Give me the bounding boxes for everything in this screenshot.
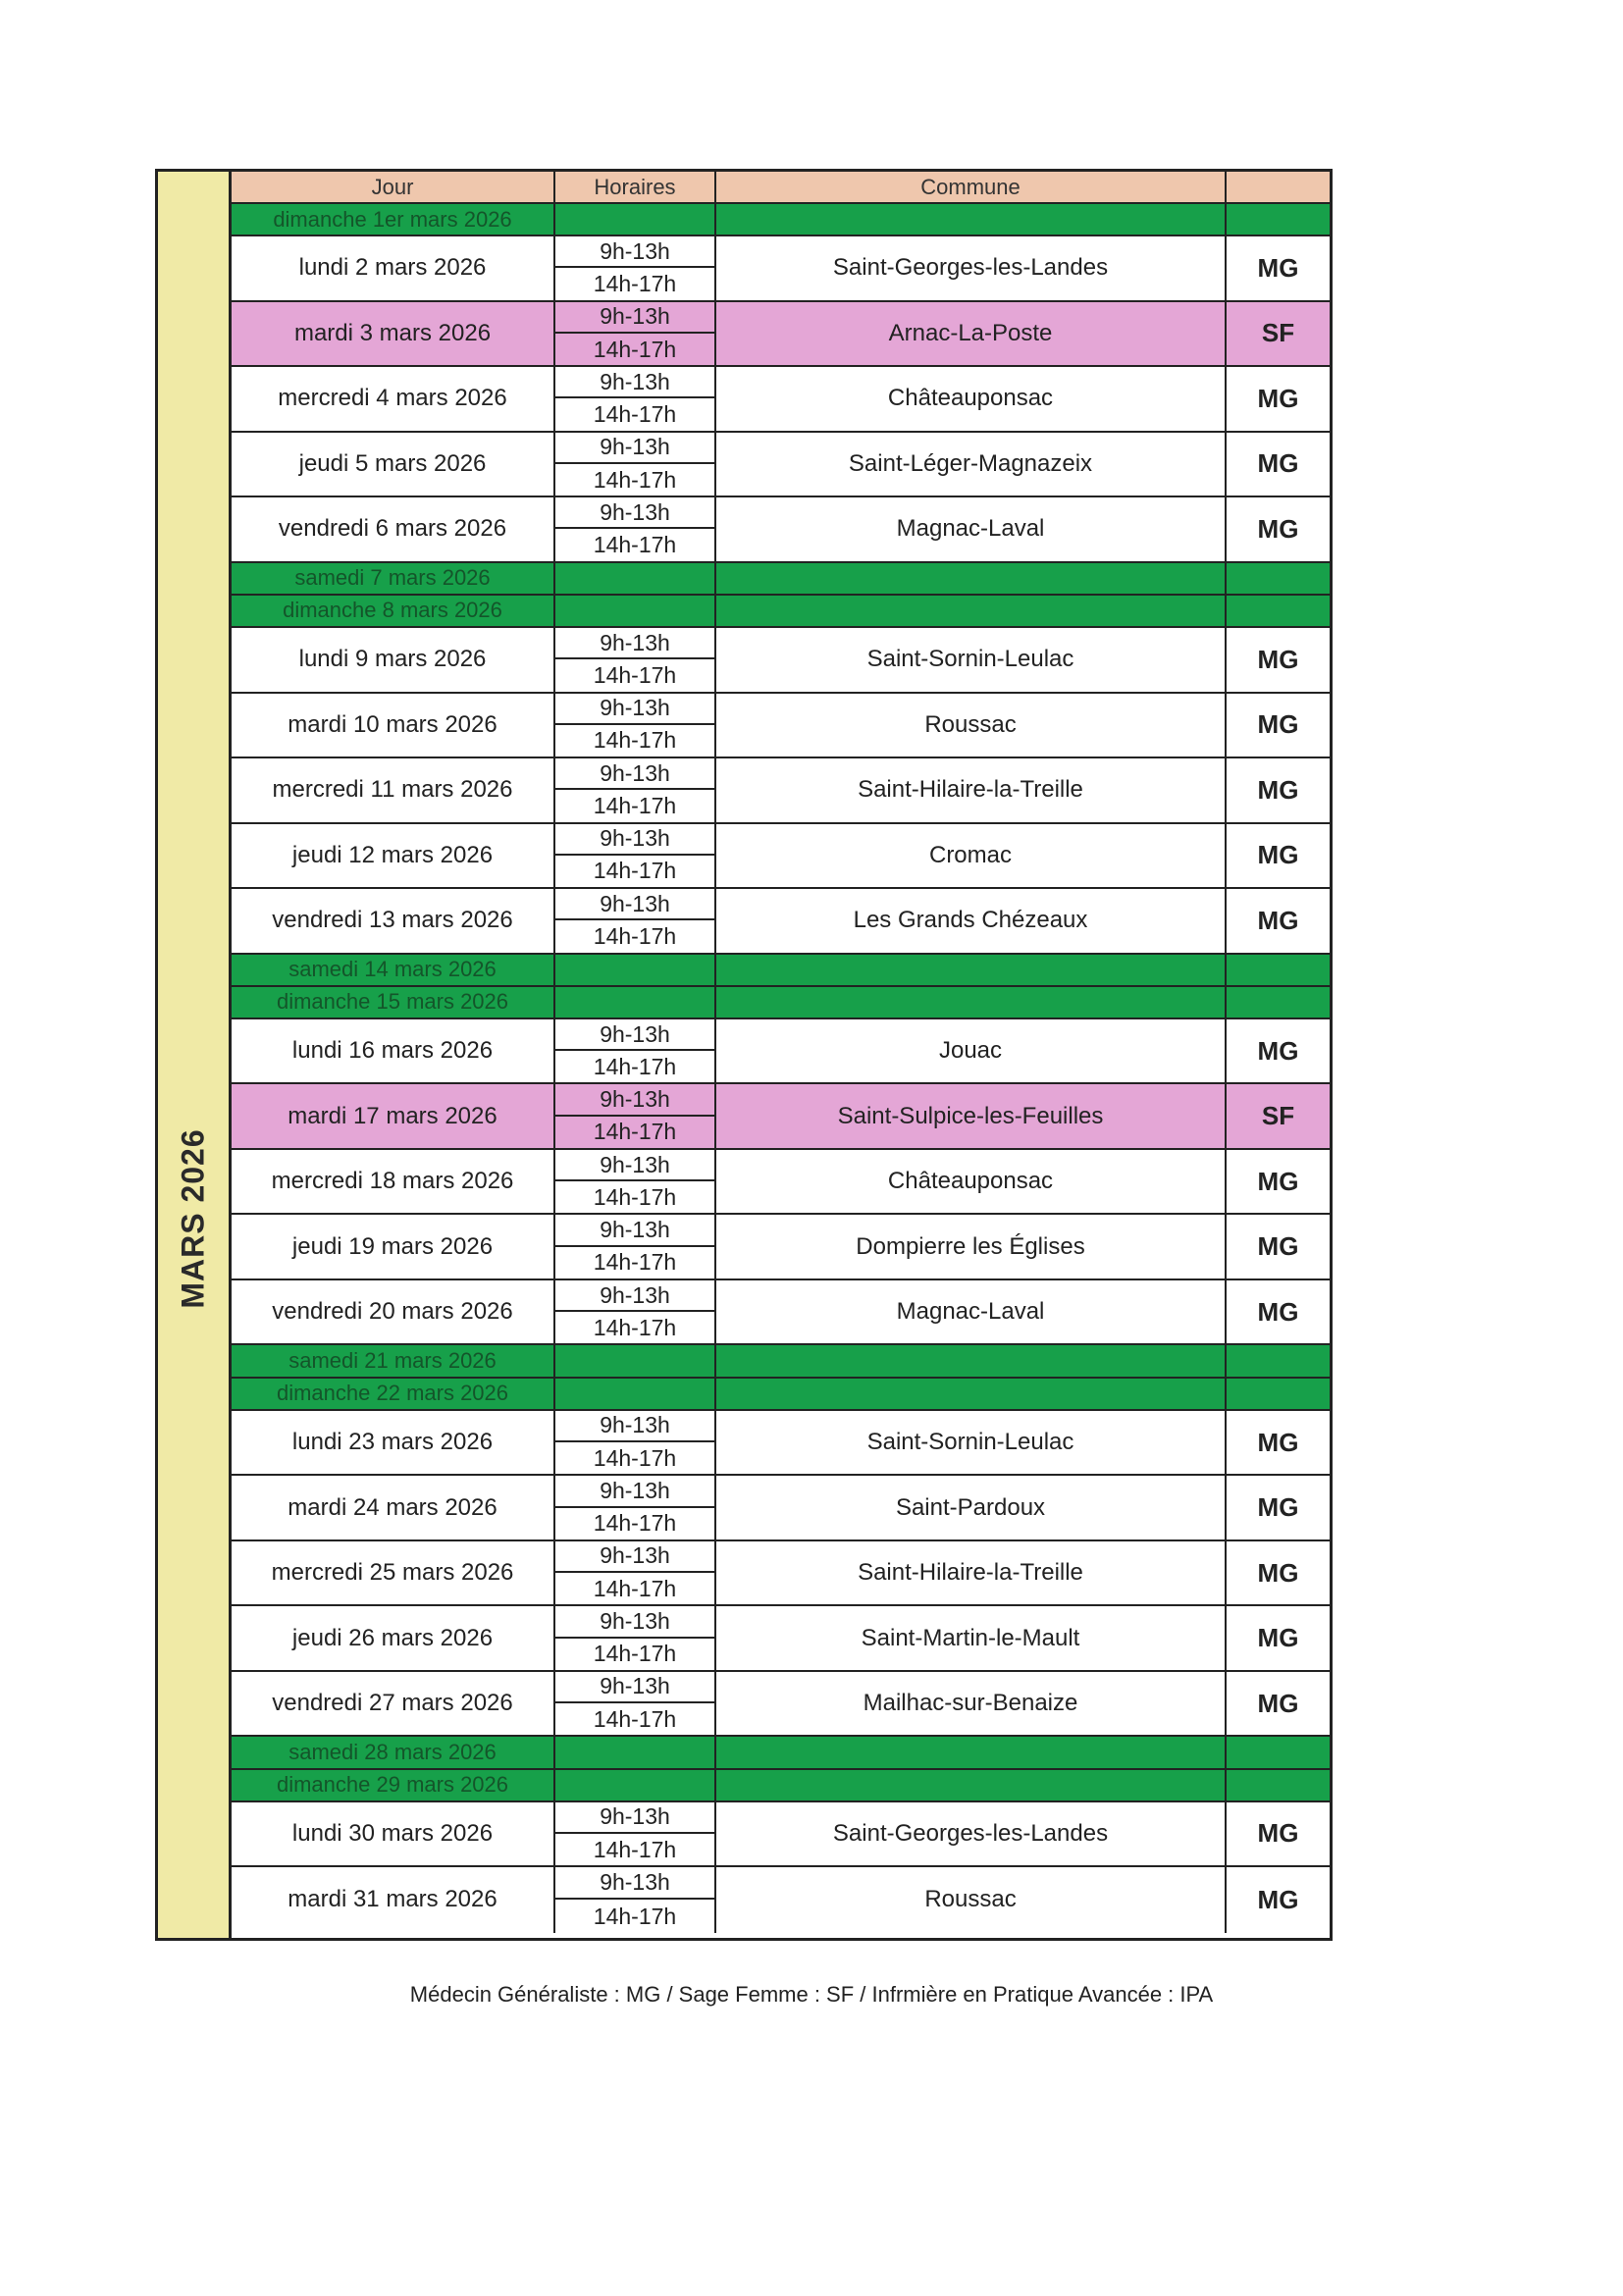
day-label: dimanche 29 mars 2026 xyxy=(232,1770,555,1800)
day-label: samedi 28 mars 2026 xyxy=(232,1737,555,1767)
type-badge: MG xyxy=(1257,1818,1299,1849)
header-jour: Jour xyxy=(232,172,555,202)
morning-slot: 9h-13h xyxy=(555,1867,714,1900)
day-label: vendredi 27 mars 2026 xyxy=(232,1672,555,1736)
afternoon-slot: 14h-17h xyxy=(593,271,677,297)
hours-cell xyxy=(555,1215,716,1278)
hours-cell xyxy=(555,497,716,561)
hours-cell xyxy=(555,204,716,235)
hours-cell xyxy=(555,1606,716,1670)
type-badge: MG xyxy=(1257,448,1299,479)
hours-cell xyxy=(555,694,716,757)
day-row xyxy=(232,1084,1330,1150)
type-cell xyxy=(1227,563,1330,594)
hours-cell xyxy=(555,367,716,431)
hours-cell xyxy=(555,1150,716,1214)
morning-slot: 9h-13h xyxy=(555,1215,714,1246)
commune-cell: Saint-Georges-les-Landes xyxy=(716,236,1227,300)
hours-cell xyxy=(555,1541,716,1605)
hours-cell xyxy=(555,955,716,985)
day-label: mercredi 25 mars 2026 xyxy=(232,1541,555,1605)
hours-cell xyxy=(555,987,716,1018)
day-row xyxy=(232,1019,1330,1085)
commune-cell: Châteauponsac xyxy=(716,367,1227,431)
hours-cell xyxy=(555,1379,716,1409)
day-row xyxy=(232,694,1330,759)
commune-cell xyxy=(716,596,1227,626)
afternoon-slot: 14h-17h xyxy=(593,1444,677,1471)
type-badge: MG xyxy=(1257,1427,1299,1457)
day-row xyxy=(232,236,1330,302)
day-label: vendredi 6 mars 2026 xyxy=(232,497,555,561)
commune-cell: Saint-Martin-le-Mault xyxy=(716,1606,1227,1670)
type-cell xyxy=(1227,1770,1330,1800)
hours-cell xyxy=(555,1280,716,1344)
hours-cell xyxy=(555,889,716,953)
weekend-row xyxy=(232,563,1330,596)
day-label: jeudi 5 mars 2026 xyxy=(232,433,555,496)
day-label: dimanche 15 mars 2026 xyxy=(232,987,555,1018)
afternoon-slot: 14h-17h xyxy=(593,1641,677,1667)
day-label: vendredi 13 mars 2026 xyxy=(232,889,555,953)
hours-cell xyxy=(555,1084,716,1148)
commune-cell: Dompierre les Églises xyxy=(716,1215,1227,1278)
type-badge: MG xyxy=(1257,1296,1299,1327)
commune-cell: Saint-Pardoux xyxy=(716,1476,1227,1539)
type-badge: MG xyxy=(1257,1688,1299,1718)
type-badge: MG xyxy=(1257,1492,1299,1523)
hours-cell xyxy=(555,1476,716,1539)
type-badge: MG xyxy=(1257,1231,1299,1262)
afternoon-slot: 14h-17h xyxy=(593,1575,677,1601)
type-badge: MG xyxy=(1257,1166,1299,1196)
afternoon-slot: 14h-17h xyxy=(593,1053,677,1079)
hours-cell xyxy=(555,824,716,888)
commune-cell: Saint-Sornin-Leulac xyxy=(716,628,1227,692)
day-label: jeudi 19 mars 2026 xyxy=(232,1215,555,1278)
type-cell xyxy=(1227,204,1330,235)
hours-cell xyxy=(555,596,716,626)
afternoon-slot: 14h-17h xyxy=(593,1314,677,1340)
afternoon-slot: 14h-17h xyxy=(593,1510,677,1537)
morning-slot: 9h-13h xyxy=(555,1280,714,1312)
commune-cell: Saint-Hilaire-la-Treille xyxy=(716,758,1227,822)
afternoon-slot: 14h-17h xyxy=(593,336,677,362)
morning-slot: 9h-13h xyxy=(555,1802,714,1834)
day-label: mercredi 18 mars 2026 xyxy=(232,1150,555,1214)
commune-cell xyxy=(716,987,1227,1018)
morning-slot: 9h-13h xyxy=(555,889,714,920)
legend: Médecin Généraliste : MG / Sage Femme : SF / Infrmière en Pratique Avancée : IPA xyxy=(409,1982,1214,2007)
hours-cell xyxy=(555,433,716,496)
morning-slot: 9h-13h xyxy=(555,1606,714,1638)
afternoon-slot: 14h-17h xyxy=(593,792,677,818)
day-row xyxy=(232,628,1330,694)
morning-slot: 9h-13h xyxy=(555,1672,714,1703)
type-badge: MG xyxy=(1257,709,1299,740)
month-sidebar xyxy=(158,172,232,1938)
afternoon-slot: 14h-17h xyxy=(593,1183,677,1210)
morning-slot: 9h-13h xyxy=(555,758,714,790)
weekend-row xyxy=(232,1379,1330,1411)
day-label: vendredi 20 mars 2026 xyxy=(232,1280,555,1344)
type-badge: MG xyxy=(1257,905,1299,935)
header-commune: Commune xyxy=(716,172,1227,202)
commune-cell: Roussac xyxy=(716,1867,1227,1933)
morning-slot: 9h-13h xyxy=(555,1084,714,1116)
commune-cell: Saint-Sornin-Leulac xyxy=(716,1411,1227,1475)
day-label: mardi 17 mars 2026 xyxy=(232,1084,555,1148)
type-badge: MG xyxy=(1257,1035,1299,1066)
type-cell xyxy=(1227,987,1330,1018)
day-row xyxy=(232,1150,1330,1216)
day-row xyxy=(232,758,1330,824)
commune-cell: Magnac-Laval xyxy=(716,1280,1227,1344)
hours-cell xyxy=(555,1770,716,1800)
morning-slot: 9h-13h xyxy=(555,433,714,464)
type-cell xyxy=(1227,955,1330,985)
afternoon-slot: 14h-17h xyxy=(593,727,677,754)
afternoon-slot: 14h-17h xyxy=(593,661,677,688)
morning-slot: 9h-13h xyxy=(555,1411,714,1442)
day-label: samedi 7 mars 2026 xyxy=(232,563,555,594)
weekend-row xyxy=(232,1770,1330,1802)
day-label: jeudi 26 mars 2026 xyxy=(232,1606,555,1670)
day-label: mardi 31 mars 2026 xyxy=(232,1867,555,1933)
day-row xyxy=(232,824,1330,890)
commune-cell: Magnac-Laval xyxy=(716,497,1227,561)
day-label: dimanche 8 mars 2026 xyxy=(232,596,555,626)
day-row xyxy=(232,1215,1330,1280)
afternoon-slot: 14h-17h xyxy=(593,401,677,428)
weekend-row xyxy=(232,955,1330,987)
type-badge: MG xyxy=(1257,513,1299,544)
day-row xyxy=(232,433,1330,498)
hours-cell xyxy=(555,563,716,594)
month-label: MARS 2026 xyxy=(175,1128,211,1309)
commune-cell: Saint-Léger-Magnazeix xyxy=(716,433,1227,496)
afternoon-slot: 14h-17h xyxy=(593,466,677,493)
day-row xyxy=(232,367,1330,433)
commune-cell: Cromac xyxy=(716,824,1227,888)
afternoon-slot: 14h-17h xyxy=(593,1903,677,1929)
commune-cell: Roussac xyxy=(716,694,1227,757)
type-badge: MG xyxy=(1257,1623,1299,1653)
afternoon-slot: 14h-17h xyxy=(593,922,677,949)
commune-cell: Les Grands Chézeaux xyxy=(716,889,1227,953)
morning-slot: 9h-13h xyxy=(555,302,714,334)
day-label: dimanche 1er mars 2026 xyxy=(232,204,555,235)
day-row xyxy=(232,1867,1330,1933)
hours-cell xyxy=(555,1345,716,1376)
afternoon-slot: 14h-17h xyxy=(593,532,677,558)
morning-slot: 9h-13h xyxy=(555,1476,714,1507)
day-label: samedi 21 mars 2026 xyxy=(232,1345,555,1376)
day-label: jeudi 12 mars 2026 xyxy=(232,824,555,888)
type-badge: SF xyxy=(1261,1101,1295,1131)
weekend-row xyxy=(232,987,1330,1019)
morning-slot: 9h-13h xyxy=(555,694,714,725)
day-label: lundi 23 mars 2026 xyxy=(232,1411,555,1475)
morning-slot: 9h-13h xyxy=(555,497,714,529)
schedule-grid xyxy=(232,172,1330,1938)
type-badge: MG xyxy=(1257,840,1299,870)
weekend-row xyxy=(232,1345,1330,1378)
morning-slot: 9h-13h xyxy=(555,1019,714,1051)
commune-cell xyxy=(716,563,1227,594)
hours-cell xyxy=(555,1737,716,1767)
commune-cell xyxy=(716,1345,1227,1376)
hours-cell xyxy=(555,628,716,692)
afternoon-slot: 14h-17h xyxy=(593,858,677,884)
commune-cell: Saint-Georges-les-Landes xyxy=(716,1802,1227,1866)
weekend-row xyxy=(232,204,1330,236)
header-horaires: Horaires xyxy=(555,172,716,202)
commune-cell: Jouac xyxy=(716,1019,1227,1083)
day-row xyxy=(232,1672,1330,1738)
day-label: lundi 30 mars 2026 xyxy=(232,1802,555,1866)
day-row xyxy=(232,1411,1330,1477)
afternoon-slot: 14h-17h xyxy=(593,1249,677,1276)
commune-cell xyxy=(716,204,1227,235)
day-label: lundi 9 mars 2026 xyxy=(232,628,555,692)
morning-slot: 9h-13h xyxy=(555,628,714,659)
day-row xyxy=(232,1280,1330,1346)
hours-cell xyxy=(555,1411,716,1475)
morning-slot: 9h-13h xyxy=(555,1150,714,1181)
day-label: samedi 14 mars 2026 xyxy=(232,955,555,985)
type-cell xyxy=(1227,596,1330,626)
commune-cell xyxy=(716,1770,1227,1800)
hours-cell xyxy=(555,1802,716,1866)
day-row xyxy=(232,302,1330,368)
day-label: mardi 24 mars 2026 xyxy=(232,1476,555,1539)
day-label: lundi 2 mars 2026 xyxy=(232,236,555,300)
weekend-row xyxy=(232,596,1330,628)
commune-cell xyxy=(716,1379,1227,1409)
morning-slot: 9h-13h xyxy=(555,367,714,398)
hours-cell xyxy=(555,236,716,300)
commune-cell xyxy=(716,955,1227,985)
type-cell xyxy=(1227,1737,1330,1767)
morning-slot: 9h-13h xyxy=(555,236,714,268)
day-label: lundi 16 mars 2026 xyxy=(232,1019,555,1083)
commune-cell: Saint-Sulpice-les-Feuilles xyxy=(716,1084,1227,1148)
day-label: dimanche 22 mars 2026 xyxy=(232,1379,555,1409)
hours-cell xyxy=(555,1019,716,1083)
type-badge: MG xyxy=(1257,252,1299,283)
commune-cell: Mailhac-sur-Benaize xyxy=(716,1672,1227,1736)
day-row xyxy=(232,1606,1330,1672)
hours-cell xyxy=(555,1672,716,1736)
commune-cell xyxy=(716,1737,1227,1767)
type-badge: MG xyxy=(1257,1557,1299,1588)
day-row xyxy=(232,1541,1330,1607)
day-label: mercredi 4 mars 2026 xyxy=(232,367,555,431)
day-row xyxy=(232,1476,1330,1541)
type-cell xyxy=(1227,1379,1330,1409)
afternoon-slot: 14h-17h xyxy=(593,1836,677,1862)
type-badge: MG xyxy=(1257,1884,1299,1914)
day-row xyxy=(232,1802,1330,1868)
type-badge: SF xyxy=(1261,318,1295,348)
commune-cell: Arnac-La-Poste xyxy=(716,302,1227,366)
commune-cell: Saint-Hilaire-la-Treille xyxy=(716,1541,1227,1605)
day-row xyxy=(232,497,1330,563)
afternoon-slot: 14h-17h xyxy=(593,1705,677,1732)
type-badge: MG xyxy=(1257,383,1299,413)
commune-cell: Châteauponsac xyxy=(716,1150,1227,1214)
hours-cell xyxy=(555,758,716,822)
type-cell xyxy=(1227,1345,1330,1376)
day-label: mardi 10 mars 2026 xyxy=(232,694,555,757)
day-label: mardi 3 mars 2026 xyxy=(232,302,555,366)
schedule-table xyxy=(155,169,1333,1941)
day-row xyxy=(232,889,1330,955)
hours-cell xyxy=(555,302,716,366)
day-label: mercredi 11 mars 2026 xyxy=(232,758,555,822)
weekend-row xyxy=(232,1737,1330,1769)
type-badge: MG xyxy=(1257,774,1299,805)
afternoon-slot: 14h-17h xyxy=(593,1119,677,1145)
type-badge: MG xyxy=(1257,644,1299,674)
header-row xyxy=(232,172,1330,204)
morning-slot: 9h-13h xyxy=(555,1541,714,1573)
morning-slot: 9h-13h xyxy=(555,824,714,856)
hours-cell xyxy=(555,1867,716,1933)
header-type xyxy=(1227,172,1330,202)
